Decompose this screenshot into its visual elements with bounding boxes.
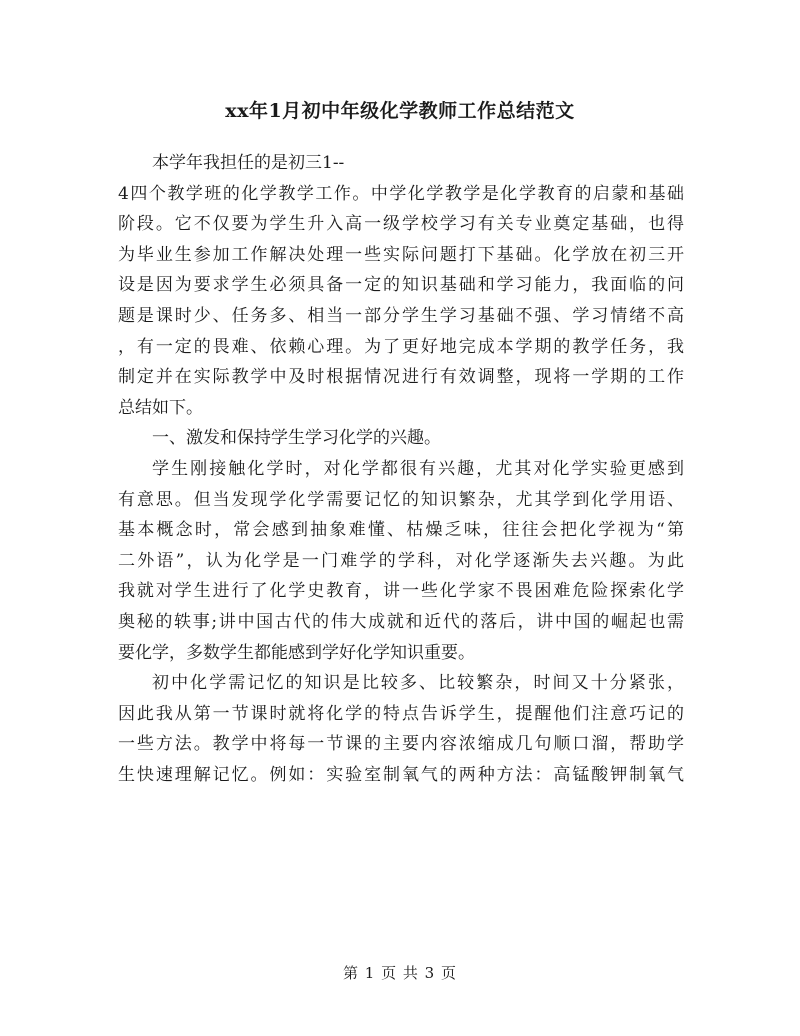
body-line: 4四个教学班的化学教学工作。中学化学教学是化学教育的启蒙和基础 xyxy=(118,183,684,204)
body-line: 为毕业生参加工作解决处理一些实际问题打下基础。化学放在初三开 xyxy=(118,244,684,265)
document-title: xx年1月初中年级化学教师工作总结范文 xyxy=(225,100,575,122)
body-line: ，有一定的畏难、依赖心理。为了更好地完成本学期的教学任务，我 xyxy=(118,336,684,357)
body-line: 初中化学需记忆的知识是比较多、比较繁杂，时间又十分紧张， xyxy=(152,673,684,694)
body-line: 制定并在实际教学中及时根据情况进行有效调整，现将一学期的工作 xyxy=(118,367,684,388)
body-line: 二外语”，认为化学是一门难学的学科，对化学逐渐失去兴趣。为此 xyxy=(118,550,684,571)
body-line: 奥秘的轶事;讲中国古代的伟大成就和近代的落后，讲中国的崛起也需 xyxy=(118,611,684,632)
body-line: 阶段。它不仅要为学生升入高一级学校学习有关专业奠定基础，也得 xyxy=(118,214,684,235)
body-line: 本学年我担任的是初三1-- xyxy=(152,153,345,173)
body-line: 设是因为要求学生必须具备一定的知识基础和学习能力，我面临的问 xyxy=(118,275,684,296)
body-line: 有意思。但当发现学化学需要记忆的知识繁杂，尤其学到化学用语、 xyxy=(118,489,684,510)
body-line: 题是课时少、任务多、相当一部分学生学习基础不强、学习情绪不高 xyxy=(118,305,684,326)
body-line: 基本概念时，常会感到抽象难懂、枯燥乏味，往往会把化学视为“第 xyxy=(118,520,684,541)
page-number: 第 1 页 共 3 页 xyxy=(343,964,457,982)
body-line: 学生刚接触化学时，对化学都很有兴趣，尤其对化学实验更感到 xyxy=(152,458,684,479)
body-line: 生快速理解记忆。例如：实验室制氧气的两种方法：高锰酸钾制氧气 xyxy=(118,764,684,785)
body-line: 要化学，多数学生都能感到学好化学知识重要。 xyxy=(118,642,475,663)
section-heading: 一、激发和保持学生学习化学的兴趣。 xyxy=(152,428,441,449)
body-line: 一些方法。教学中将每一节课的主要内容浓缩成几句顺口溜，帮助学 xyxy=(118,734,684,755)
body-line: 我就对学生进行了化学史教育，讲一些化学家不畏困难危险探索化学 xyxy=(118,581,684,602)
body-line: 总结如下。 xyxy=(118,397,203,418)
document-body xyxy=(118,148,684,790)
body-line: 因此我从第一节课时就将化学的特点告诉学生，提醒他们注意巧记的 xyxy=(118,703,684,724)
